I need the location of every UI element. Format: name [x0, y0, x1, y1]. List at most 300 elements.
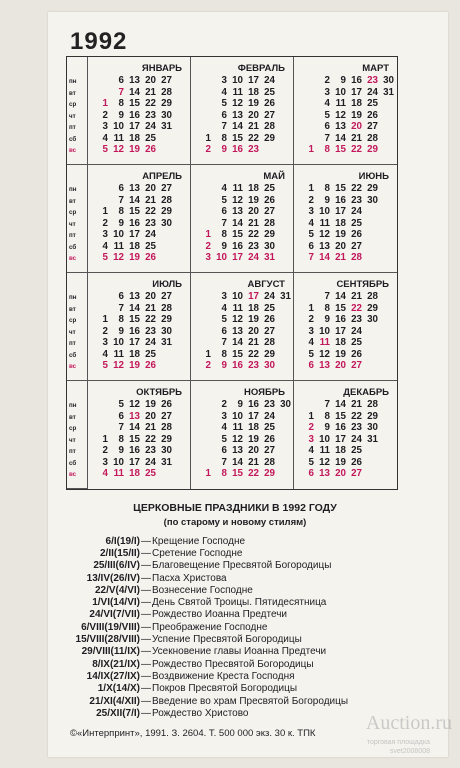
week-row	[195, 399, 291, 411]
week-row	[195, 411, 291, 423]
day-cell: 5	[221, 314, 227, 326]
weekday-label: сб	[69, 243, 77, 251]
day-cell: 9	[221, 360, 227, 372]
weekday-label: пт	[69, 448, 76, 455]
week-row	[92, 434, 172, 446]
day-cell: 15	[129, 314, 140, 326]
holiday-name: Рождество Иоанна Предтечи	[152, 609, 287, 621]
week-row	[92, 229, 172, 241]
day-cell: 13	[129, 410, 140, 422]
day-cell: 7	[118, 86, 124, 98]
holiday-date: 6/I(19/I)	[105, 535, 140, 547]
holidays-title: ЦЕРКОВНЫЕ ПРАЗДНИКИ В 1992 ГОДУ	[133, 502, 337, 514]
day-cell: 15	[335, 410, 346, 422]
day-cell: 26	[367, 109, 378, 121]
month-name: ИЮНЬ	[358, 171, 389, 182]
day-cell: 3	[221, 410, 227, 422]
week-row	[195, 422, 291, 434]
day-cell: 21	[351, 399, 362, 411]
day-cell: 13	[232, 325, 243, 337]
day-cell: 24	[145, 121, 156, 133]
day-cell: 17	[248, 291, 259, 303]
day-cell: 18	[351, 98, 362, 110]
day-cell: 5	[221, 194, 227, 206]
month-block	[294, 165, 397, 273]
month-block	[294, 273, 397, 381]
day-cell: 7	[324, 399, 330, 411]
holiday-dash: —	[141, 609, 151, 621]
day-cell: 13	[232, 206, 243, 218]
day-cell: 27	[161, 75, 172, 87]
day-cell: 28	[161, 86, 172, 98]
day-cell: 4	[221, 86, 227, 98]
day-cell: 15	[232, 348, 243, 360]
week-row	[298, 241, 378, 253]
day-cell: 28	[264, 217, 275, 229]
weekday-label: пн	[69, 78, 77, 85]
week-row	[92, 291, 172, 303]
day-cell: 31	[161, 456, 172, 468]
day-cell: 25	[264, 302, 275, 314]
day-cell: 22	[248, 348, 259, 360]
week-row	[92, 314, 172, 326]
day-cell: 6	[118, 291, 124, 303]
day-cell: 4	[221, 422, 227, 434]
day-cell: 6	[221, 445, 227, 457]
day-cell: 22	[145, 314, 156, 326]
day-cell: 20	[248, 109, 259, 121]
day-cell: 8	[118, 206, 124, 218]
holiday-date: 21/XI(4/XII)	[89, 695, 140, 707]
holiday-row	[50, 633, 410, 645]
day-cell: 26	[264, 98, 275, 110]
day-cell: 3	[102, 337, 108, 349]
day-cell: 15	[232, 132, 243, 144]
day-cell: 22	[145, 98, 156, 110]
week-row	[298, 337, 378, 349]
day-cell: 25	[351, 217, 362, 229]
holiday-dash: —	[141, 547, 151, 559]
day-cell: 10	[232, 410, 243, 422]
day-cell: 4	[308, 445, 314, 457]
day-cell: 14	[335, 291, 346, 303]
day-cell: 2	[324, 75, 330, 87]
day-cell: 24	[145, 337, 156, 349]
weekday-label: чт	[69, 328, 76, 336]
weekday-label: сб	[69, 459, 77, 467]
day-cell: 25	[145, 132, 156, 144]
day-cell: 5	[102, 360, 108, 372]
day-cell: 1	[205, 229, 211, 241]
day-cell: 2	[308, 194, 314, 206]
weekday-label: ср	[69, 209, 77, 216]
week-row	[195, 314, 291, 326]
day-cell: 19	[335, 456, 346, 468]
day-cell: 6	[118, 75, 124, 87]
week-row	[92, 98, 172, 110]
day-cell: 12	[232, 194, 243, 206]
week-row	[298, 314, 378, 326]
day-cell: 4	[102, 132, 108, 144]
week-row	[298, 87, 394, 99]
day-cell: 1	[308, 410, 314, 422]
day-cell: 25	[264, 183, 275, 195]
day-cell: 14	[232, 337, 243, 349]
day-cell: 29	[264, 132, 275, 144]
day-cell: 10	[216, 252, 227, 264]
day-cell: 3	[308, 206, 314, 218]
day-cell: 17	[335, 433, 346, 445]
day-cell: 15	[129, 433, 140, 445]
holiday-name: Рождество Христово	[152, 707, 249, 719]
day-cell: 12	[113, 360, 124, 372]
week-row	[298, 218, 378, 230]
day-cell: 20	[145, 75, 156, 87]
week-row	[92, 445, 172, 457]
day-cell: 29	[161, 206, 172, 218]
day-cell: 10	[113, 121, 124, 133]
holiday-name: Рождество Пресвятой Богородицы	[152, 658, 314, 670]
day-cell: 30	[161, 445, 172, 457]
day-cell: 6	[308, 360, 314, 372]
holiday-name: Покров Пресвятой Богородицы	[152, 683, 298, 695]
holiday-date: 24/VI(7/VII)	[89, 609, 140, 621]
holiday-date: 14/IX(27/IX)	[86, 670, 140, 682]
day-cell: 4	[308, 217, 314, 229]
day-cell: 19	[248, 194, 259, 206]
holiday-name: Благовещение Пресвятой Богородицы	[152, 560, 332, 572]
day-cell: 26	[145, 252, 156, 264]
weekday-label: вс	[69, 363, 77, 370]
day-cell: 31	[367, 433, 378, 445]
month-name: ОКТЯБРЬ	[136, 387, 182, 398]
week-row	[298, 434, 378, 446]
day-cell: 12	[319, 348, 330, 360]
day-cell: 19	[248, 98, 259, 110]
day-cell: 19	[335, 229, 346, 241]
holiday-date: 1/VI(14/VI)	[92, 597, 140, 609]
day-cell: 9	[118, 325, 124, 337]
week-row	[195, 445, 291, 457]
day-cell: 2	[205, 360, 211, 372]
month-name: ФЕВРАЛЬ	[237, 63, 285, 74]
day-cell: 3	[102, 121, 108, 133]
week-row	[298, 399, 378, 411]
day-cell: 9	[324, 422, 330, 434]
day-cell: 10	[113, 229, 124, 241]
week-row	[92, 75, 172, 87]
day-cell: 20	[335, 360, 346, 372]
day-cell: 1	[205, 132, 211, 144]
day-cell: 29	[161, 98, 172, 110]
week-row	[92, 349, 172, 361]
holiday-dash: —	[141, 646, 151, 658]
week-row	[298, 326, 378, 338]
day-cell: 26	[161, 399, 172, 411]
day-cell: 24	[248, 252, 259, 264]
holiday-dash: —	[141, 621, 151, 633]
holiday-dash: —	[141, 535, 151, 547]
day-cell: 25	[145, 468, 156, 480]
calendar-grid	[66, 56, 398, 490]
day-cell: 16	[129, 109, 140, 121]
day-cell: 8	[221, 229, 227, 241]
day-cell: 23	[264, 399, 275, 411]
day-cell: 24	[351, 325, 362, 337]
weekday-label: ср	[69, 317, 77, 324]
day-cell: 30	[367, 422, 378, 434]
day-cell: 16	[232, 144, 243, 156]
weekday-label: чт	[69, 112, 76, 120]
holiday-name: Успение Пресвятой Богородицы	[152, 634, 302, 646]
day-cell: 9	[324, 314, 330, 326]
holiday-dash: —	[141, 670, 151, 682]
day-cell: 27	[264, 325, 275, 337]
day-cell: 4	[324, 98, 330, 110]
day-cell: 1	[308, 144, 314, 156]
day-cell: 11	[335, 98, 346, 110]
holiday-row	[50, 646, 410, 658]
day-cell: 7	[324, 132, 330, 144]
day-cell: 12	[113, 144, 124, 156]
weekday-label: вт	[69, 89, 76, 97]
week-row	[298, 291, 378, 303]
day-cell: 20	[145, 183, 156, 195]
weekday-label: чт	[69, 220, 76, 228]
day-cell: 18	[248, 302, 259, 314]
day-cell: 20	[248, 206, 259, 218]
day-cell: 16	[129, 217, 140, 229]
day-cell: 10	[319, 325, 330, 337]
day-cell: 6	[324, 121, 330, 133]
day-cell: 16	[335, 422, 346, 434]
holiday-row	[50, 609, 410, 621]
day-cell: 25	[264, 86, 275, 98]
holiday-date: 8/IX(21/IX)	[92, 658, 140, 670]
day-cell: 29	[264, 348, 275, 360]
day-cell: 2	[102, 445, 108, 457]
day-cell: 25	[351, 445, 362, 457]
day-cell: 30	[161, 217, 172, 229]
day-cell: 26	[351, 348, 362, 360]
weekday-label: вт	[69, 413, 76, 421]
weekday-label: пт	[69, 232, 76, 239]
month-name: ДЕКАБРЬ	[343, 387, 389, 398]
day-cell: 15	[129, 98, 140, 110]
day-cell: 14	[129, 422, 140, 434]
day-cell: 18	[335, 445, 346, 457]
day-cell: 5	[102, 252, 108, 264]
day-cell: 11	[319, 217, 330, 229]
day-cell: 6	[308, 468, 314, 480]
day-cell: 31	[264, 252, 275, 264]
day-cell: 2	[205, 144, 211, 156]
day-cell: 27	[351, 240, 362, 252]
day-cell: 23	[351, 314, 362, 326]
day-cell: 2	[102, 217, 108, 229]
watermark-caption-line: торговая площадка	[366, 739, 430, 746]
week-row	[298, 110, 394, 122]
week-row	[195, 98, 275, 110]
holiday-dash: —	[141, 695, 151, 707]
day-cell: 2	[308, 422, 314, 434]
day-cell: 29	[367, 183, 378, 195]
holiday-row	[50, 596, 410, 608]
day-cell: 24	[351, 206, 362, 218]
day-cell: 2	[102, 325, 108, 337]
week-row	[92, 399, 172, 411]
day-cell: 1	[308, 302, 314, 314]
day-cell: 3	[102, 456, 108, 468]
day-cell: 9	[221, 240, 227, 252]
week-row	[92, 241, 172, 253]
week-row	[298, 411, 378, 423]
day-cell: 9	[118, 445, 124, 457]
week-row	[92, 457, 172, 469]
day-cell: 18	[335, 217, 346, 229]
day-cell: 7	[308, 252, 314, 264]
weekday-column	[67, 57, 88, 165]
day-cell: 16	[232, 240, 243, 252]
weekday-label: вс	[69, 471, 77, 478]
day-cell: 19	[248, 433, 259, 445]
week-row	[92, 121, 172, 133]
month-name: АПРЕЛЬ	[142, 171, 182, 182]
day-cell: 30	[161, 325, 172, 337]
day-cell: 2	[221, 399, 227, 411]
day-cell: 8	[118, 433, 124, 445]
week-row	[195, 121, 275, 133]
day-cell: 20	[351, 121, 362, 133]
day-cell: 8	[324, 410, 330, 422]
week-row	[298, 183, 378, 195]
day-cell: 13	[129, 291, 140, 303]
day-cell: 5	[308, 348, 314, 360]
day-cell: 8	[324, 144, 330, 156]
day-cell: 8	[221, 132, 227, 144]
day-cell: 22	[351, 183, 362, 195]
day-cell: 10	[113, 337, 124, 349]
week-row	[195, 133, 275, 145]
day-cell: 22	[351, 410, 362, 422]
day-cell: 28	[161, 194, 172, 206]
week-row	[195, 241, 275, 253]
weekday-label: пн	[69, 402, 77, 409]
holiday-row	[50, 670, 410, 682]
day-cell: 17	[248, 75, 259, 87]
day-cell: 3	[308, 325, 314, 337]
day-cell: 18	[129, 132, 140, 144]
day-cell: 1	[205, 348, 211, 360]
day-cell: 21	[335, 252, 346, 264]
day-cell: 6	[221, 109, 227, 121]
day-cell: 14	[129, 194, 140, 206]
day-cell: 19	[129, 360, 140, 372]
day-cell: 11	[113, 240, 124, 252]
weekday-label: чт	[69, 436, 76, 444]
day-cell: 3	[205, 252, 211, 264]
month-block	[294, 381, 397, 489]
week-row	[195, 229, 275, 241]
day-cell: 20	[145, 291, 156, 303]
day-cell: 26	[351, 456, 362, 468]
day-cell: 4	[308, 337, 314, 349]
week-row	[298, 206, 378, 218]
day-cell: 31	[383, 86, 394, 98]
day-cell: 19	[351, 109, 362, 121]
week-row	[298, 468, 378, 480]
day-cell: 24	[264, 410, 275, 422]
day-cell: 17	[232, 252, 243, 264]
day-cell: 5	[102, 144, 108, 156]
day-cell: 18	[129, 240, 140, 252]
imprint-footer: ©«Интерпринт», 1991. З. 2604. Т. 500 000 экз. 30 к. ТПК	[70, 728, 316, 739]
holiday-dash: —	[141, 634, 151, 646]
day-cell: 4	[102, 348, 108, 360]
day-cell: 24	[264, 291, 275, 303]
day-cell: 27	[161, 291, 172, 303]
weekday-column	[67, 381, 88, 489]
day-cell: 25	[351, 337, 362, 349]
day-cell: 8	[324, 302, 330, 314]
day-cell: 7	[221, 456, 227, 468]
day-cell: 25	[367, 98, 378, 110]
day-cell: 8	[221, 348, 227, 360]
week-row	[195, 144, 275, 156]
day-cell: 30	[264, 240, 275, 252]
day-cell: 24	[145, 229, 156, 241]
weekday-label: ср	[69, 101, 77, 108]
week-row	[92, 195, 172, 207]
day-cell: 11	[232, 86, 243, 98]
day-cell: 27	[351, 468, 362, 480]
holiday-date: 15/VIII(28/VIII)	[75, 634, 140, 646]
holiday-row	[50, 547, 410, 559]
holiday-dash: —	[141, 707, 151, 719]
day-cell: 27	[161, 410, 172, 422]
day-cell: 27	[264, 109, 275, 121]
week-row	[195, 195, 275, 207]
holidays-subtitle: (по старому и новому стилям)	[163, 517, 307, 528]
day-cell: 2	[205, 240, 211, 252]
month-block	[191, 165, 294, 273]
week-row	[195, 349, 291, 361]
day-cell: 10	[232, 291, 243, 303]
day-cell: 18	[129, 468, 140, 480]
day-cell: 11	[113, 468, 124, 480]
day-cell: 18	[248, 183, 259, 195]
day-cell: 10	[319, 433, 330, 445]
day-cell: 14	[319, 252, 330, 264]
day-cell: 28	[367, 132, 378, 144]
day-cell: 22	[248, 229, 259, 241]
day-cell: 18	[248, 422, 259, 434]
weekday-label: пт	[69, 340, 76, 347]
day-cell: 20	[248, 445, 259, 457]
day-cell: 20	[335, 468, 346, 480]
day-cell: 12	[319, 456, 330, 468]
week-row	[298, 422, 378, 434]
day-cell: 23	[351, 194, 362, 206]
weekday-column	[67, 165, 88, 273]
day-cell: 16	[129, 325, 140, 337]
day-cell: 4	[102, 240, 108, 252]
day-cell: 3	[102, 229, 108, 241]
day-cell: 1	[308, 183, 314, 195]
month-name: НОЯБРЬ	[244, 387, 285, 398]
day-cell: 25	[145, 240, 156, 252]
day-cell: 15	[335, 183, 346, 195]
